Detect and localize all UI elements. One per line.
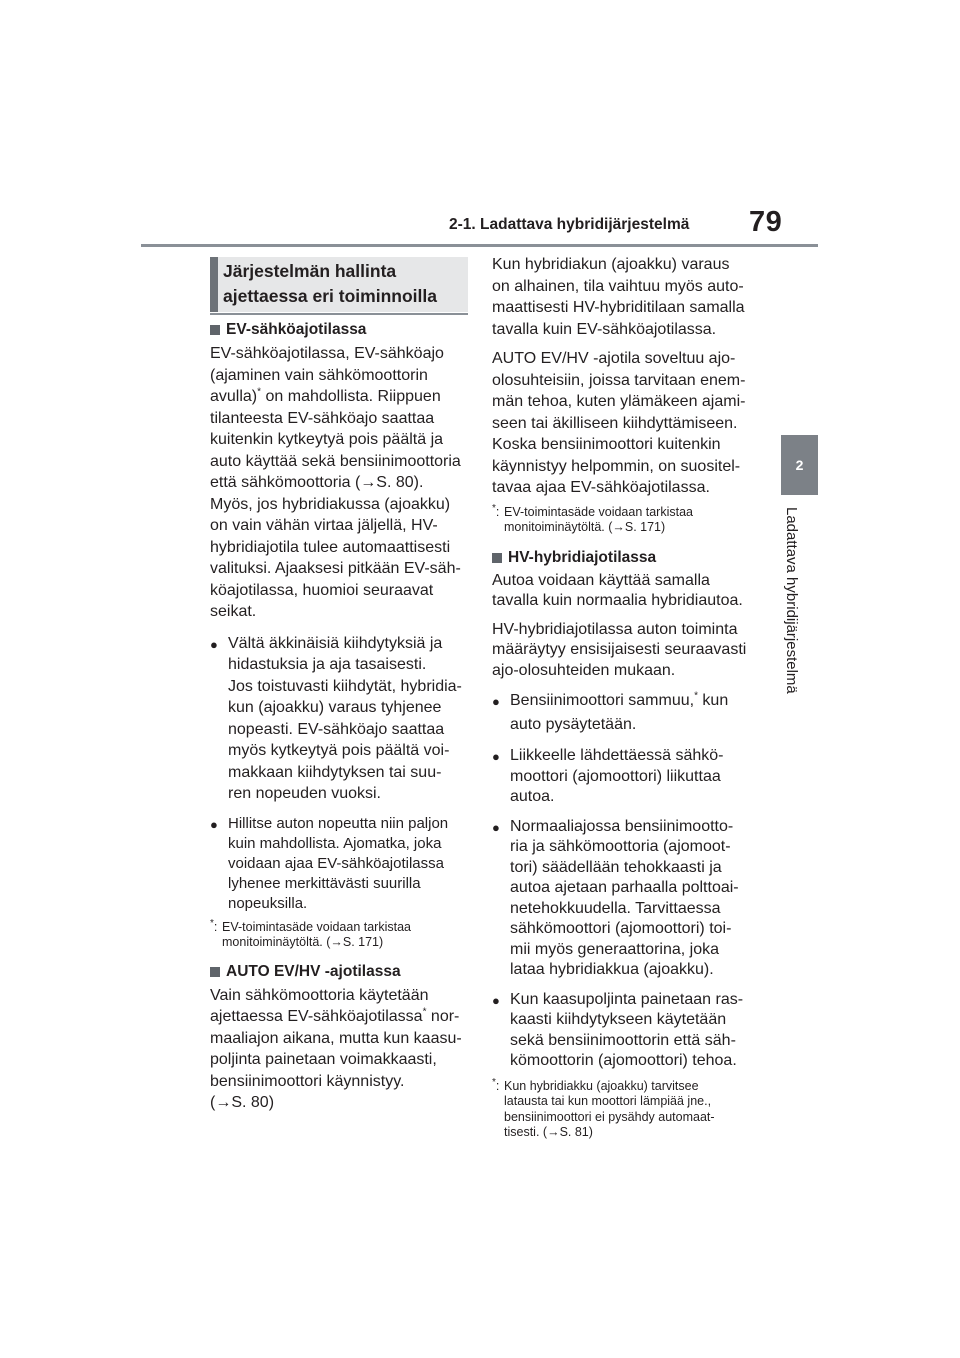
text-line: auto pysäytetään. <box>510 716 637 733</box>
bullet-icon: ● <box>492 992 500 1008</box>
arrow-icon: → <box>612 520 625 534</box>
left-column <box>210 320 472 1114</box>
text-line: auto käyttää sekä bensiinimoottoria <box>210 452 461 470</box>
text-line: poljinta painetaan voimakkaasti, <box>210 1051 437 1068</box>
text-line: EV-toimintasäde voidaan tarkistaa <box>222 919 411 934</box>
list-item <box>492 990 754 1072</box>
footnote-marker: * <box>210 917 214 929</box>
text-line: Kun hybridiakun (ajoakku) varaus <box>492 256 730 273</box>
text-line: monitoiminäytöltä. ( <box>222 935 331 949</box>
text-line: EV-sähköajotilassa, EV-sähköajo <box>210 345 444 362</box>
page-reference[interactable]: S. 80) <box>231 1094 275 1111</box>
text-line: on vain vähän virtaa jäljellä, HV- <box>210 517 438 534</box>
text-line: käynnistyy helpommin, on suositel- <box>492 457 741 475</box>
text-line: EV-toimintasäde voidaan tarkistaa <box>504 504 693 519</box>
footnote-marker: * <box>492 1076 496 1088</box>
text-line: Myös, jos hybridiakussa (ajoakku) <box>210 495 451 513</box>
arrow-icon: → <box>547 1125 560 1139</box>
text-line: Kun hybridiakku (ajoakku) tarvitsee <box>504 1078 699 1093</box>
text-line: tori) säädellään tehokkaasti ja <box>510 858 722 876</box>
footnote-marker: * <box>422 1006 427 1018</box>
text-line: ren nopeuden vuoksi. <box>228 785 381 802</box>
right-paragraph-4 <box>492 620 754 682</box>
text-line: nopeasti. EV-sähköajo saattaa <box>228 720 445 738</box>
text-line: maattisesti HV-hybriditilaan samalla <box>492 299 745 316</box>
text-line: että sähkömoottoria ( <box>210 474 361 491</box>
text-line: ( <box>210 1094 216 1111</box>
text-line: autoa ajetaan parhaalla polttoai- <box>510 879 739 896</box>
page-reference[interactable]: S. 171) <box>624 520 666 534</box>
footnote: *: EV-toimintasäde voidaan tarkistaa monitoiminäytöltä. (→S. 171) <box>210 917 411 949</box>
subheading-text: AUTO EV/HV -ajotilassa <box>226 962 401 980</box>
bullet-icon: ● <box>492 694 500 709</box>
section-title-box <box>210 257 468 312</box>
bullet-icon: ● <box>492 819 500 835</box>
text-line: seen tai äkilliseen kiihdyttämiseen. <box>492 414 738 432</box>
footnote-marker: * <box>257 386 262 398</box>
arrow-icon: → <box>360 474 377 491</box>
text-line: kömoottorin (ajomoottori) tehoa. <box>510 1052 737 1069</box>
right-column <box>492 254 754 1141</box>
text-line: Autoa voidaan käyttää samalla <box>492 571 710 589</box>
text-line: mii myös generaattorina, joka <box>510 940 719 958</box>
text-line: kun <box>697 692 729 709</box>
subheading-hv <box>492 548 754 568</box>
arrow-icon: → <box>215 1094 232 1111</box>
section-title-rule <box>210 313 468 315</box>
bullet-icon: ● <box>210 816 218 832</box>
section-title-line: ajettaessa eri toiminnoilla <box>223 286 437 306</box>
text-line: nor- <box>426 1008 460 1025</box>
bullet-icon: ● <box>492 749 500 764</box>
bullet-icon: ● <box>210 636 218 652</box>
text-line: bensiinimoottori käynnistyy. <box>210 1072 405 1090</box>
text-line: tisesti. ( <box>504 1125 548 1139</box>
page-reference[interactable]: S. 171) <box>342 935 384 949</box>
arrow-icon: → <box>330 935 343 949</box>
square-bullet-icon <box>492 553 502 563</box>
footnote: *: EV-toimintasäde voidaan tarkistaa monitoiminäytöltä. (→S. 171) <box>492 502 693 534</box>
text-line: lataa hybridiakkua (ajoakku). <box>510 961 714 978</box>
footnote-marker: * <box>694 690 698 702</box>
section-title-line: Järjestelmän hallinta <box>223 261 397 281</box>
text-line: myös kytkeytyä pois päältä voi- <box>228 742 450 759</box>
text-line: Kun kaasupoljinta painetaan ras- <box>510 990 744 1008</box>
text-line: olosuhteisiin, joissa tarvitaan enem- <box>492 371 746 389</box>
square-bullet-icon <box>210 325 220 335</box>
text-line: Bensiinimoottori sammuu, <box>510 692 695 709</box>
subheading-ev <box>210 320 472 340</box>
chapter-side-label: Ladattava hybridijärjestelmä <box>783 507 800 694</box>
section-title-bar <box>210 257 218 312</box>
text-line: netehokkuudella. Tarvittaessa <box>510 899 721 917</box>
text-line: bensiinimoottori ei pysähdy automaat- <box>504 1109 715 1124</box>
list-item <box>210 814 472 914</box>
subheading-auto <box>210 962 472 982</box>
text-line: lyhenee merkittävästi suurilla <box>228 874 421 892</box>
text-line: latausta tai kun moottori lämpiää jne., <box>504 1094 712 1108</box>
subheading-text: HV-hybridiajotilassa <box>508 548 657 566</box>
text-line: Vältä äkkinäisiä kiihdytyksiä ja <box>228 634 443 652</box>
text-line: Jos toistuvasti kiihdytät, hybridia- <box>228 677 462 695</box>
header-rule <box>141 244 818 247</box>
auto-paragraph <box>210 985 472 1114</box>
text-line: tilanteesta EV-sähköajo saattaa <box>210 409 435 427</box>
list-item <box>210 633 472 805</box>
text-line: Normaaliajossa bensiinimootto- <box>510 817 734 835</box>
text-line: HV-hybridiajotilassa auton toiminta <box>492 620 738 638</box>
text-line: kaasti kiihdytykseen käytetään <box>510 1011 727 1028</box>
subheading-text: EV-sähköajotilassa <box>226 321 367 339</box>
running-header-title: 2-1. Ladattava hybridijärjestelmä <box>449 216 690 233</box>
text-line: kun (ajoakku) varaus tyhjenee <box>228 699 442 716</box>
text-line: valituksi. Ajaaksesi pitkään EV-säh- <box>210 560 461 577</box>
text-line: köajotilassa, huomioi seuraavat <box>210 581 434 599</box>
text-line: tavalla kuin normaalia hybridiautoa. <box>492 592 743 609</box>
text-line: Vain sähkömoottoria käytetään <box>210 986 429 1004</box>
text-line: voidaan ajaa EV-sähköajotilassa <box>228 854 444 872</box>
text-line: kuitenkin kytkeytyä pois päältä ja <box>210 431 444 448</box>
text-line: sekä bensiinimoottorin että säh- <box>510 1031 736 1049</box>
text-line: tavalla kuin EV-sähköajotilassa. <box>492 320 717 338</box>
text-line: sähkömoottori (ajomoottori) toi- <box>510 920 732 937</box>
text-line: kuin mahdollista. Ajomatka, joka <box>228 834 442 852</box>
right-paragraph-1 <box>492 254 754 340</box>
square-bullet-icon <box>210 967 220 977</box>
right-paragraph-2 <box>492 348 754 499</box>
text-line: hybridiajotila tulee automaattisesti <box>210 538 451 556</box>
text-line: ajettaessa EV-sähköajotilassa <box>210 1008 423 1025</box>
list-item <box>492 689 754 737</box>
chapter-tab <box>781 435 818 495</box>
text-line: ajo-olosuhteiden mukaan. <box>492 661 676 679</box>
text-line: on mahdollista. Riippuen <box>261 388 441 405</box>
text-line: Liikkeelle lähdettäessä sähkö- <box>510 747 724 764</box>
page-number: 79 <box>749 206 783 238</box>
chapter-number: 2 <box>795 457 804 473</box>
text-line: autoa. <box>510 788 555 805</box>
list-item <box>492 817 754 981</box>
footnote: *: Kun hybridiakku (ajoakku) tarvitsee latausta tai kun moottori lämpiää jne., bensiinimoottori ei pysähdy automaat- tisesti. (→S. 81) <box>492 1076 715 1139</box>
right-paragraph-3 <box>492 571 754 612</box>
ev-paragraph <box>210 343 472 623</box>
text-line: moottori (ajomoottori) liikuttaa <box>510 767 721 785</box>
text-line: avulla) <box>210 388 258 405</box>
text-line: makkaan kiihdytyksen tai suu- <box>228 763 442 781</box>
text-line: män tehoa, kuten ylämäkeen ajami- <box>492 393 746 410</box>
text-line: on alhainen, tila vaihtuu myös auto- <box>492 277 744 295</box>
text-line: ria ja sähkömoottoria (ajomoot- <box>510 838 731 855</box>
text-line: määräytyy ensisijaisesti seuraavasti <box>492 641 747 658</box>
list-item <box>492 746 754 808</box>
footnote-marker: * <box>492 502 496 514</box>
text-line: hidastuksia ja aja tasaisesti. <box>228 656 427 673</box>
text-line: Hillitse auton nopeutta niin paljon <box>228 814 449 832</box>
section-title <box>223 259 463 309</box>
text-line: seikat. <box>210 603 257 620</box>
text-line: nopeuksilla. <box>228 894 308 912</box>
page-reference[interactable]: S. 81) <box>559 1125 593 1139</box>
text-line: (ajaminen vain sähkömoottorin <box>210 366 428 384</box>
text-line: monitoiminäytöltä. ( <box>504 520 613 534</box>
text-line: tavaa ajaa EV-sähköajotilassa. <box>492 479 710 496</box>
text-line: AUTO EV/HV -ajotila soveltuu ajo- <box>492 350 736 367</box>
text-line: Koska bensiinimoottori kuitenkin <box>492 436 721 453</box>
text-line: maaliajon aikana, mutta kun kaasu- <box>210 1029 462 1047</box>
page-reference[interactable]: S. 80). <box>376 474 424 491</box>
